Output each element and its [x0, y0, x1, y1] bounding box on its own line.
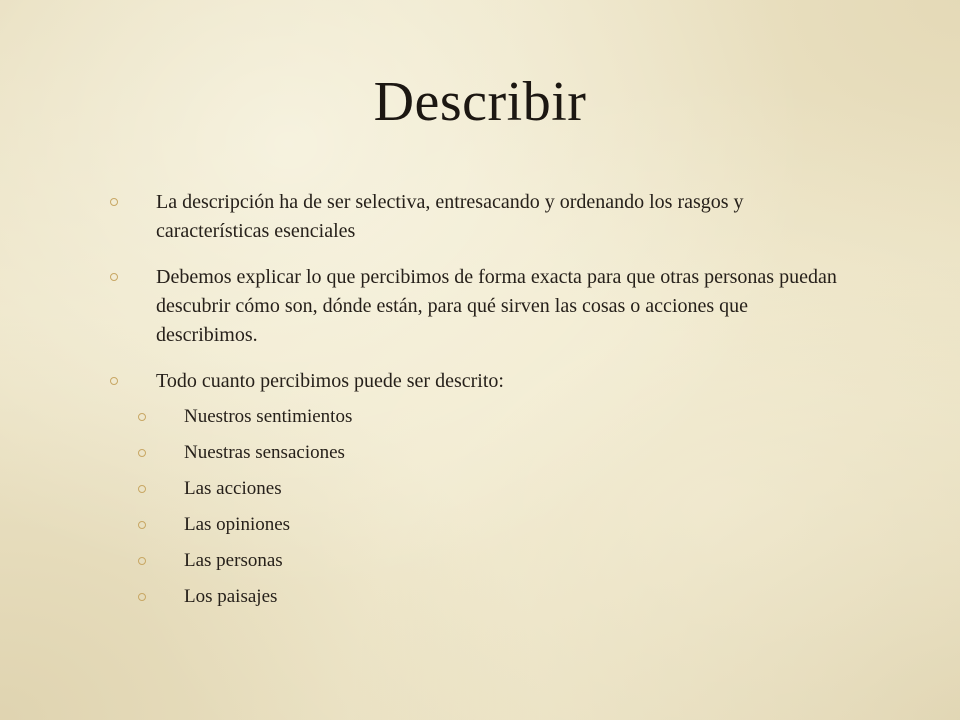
- sub-list-item: [136, 583, 848, 611]
- sub-list-item: [136, 403, 848, 431]
- list-item-text: Debemos explicar lo que percibimos de forma exacta para que otras personas puedan descubrir cómo son, dónde están, para qué sirven las cosas o acciones que describimos.: [156, 266, 837, 346]
- sub-list-item-text: Nuestras sensaciones: [184, 442, 345, 463]
- hollow-circle-bullet-icon: [138, 593, 146, 601]
- slide-title: Describir: [373, 71, 587, 133]
- list-item: [108, 263, 848, 350]
- hollow-circle-bullet-icon: [138, 413, 146, 421]
- hollow-circle-bullet-icon: [110, 273, 118, 281]
- sub-list-item: [136, 547, 848, 575]
- hollow-circle-bullet-icon: [138, 485, 146, 493]
- list-item-text: La descripción ha de ser selectiva, entresacando y ordenando los rasgos y características esenciales: [156, 191, 744, 242]
- hollow-circle-bullet-icon: [138, 557, 146, 565]
- hollow-circle-bullet-icon: [110, 377, 118, 385]
- sub-list-item: [136, 475, 848, 503]
- list-item-text: Todo cuanto percibimos puede ser descrito:: [156, 370, 504, 392]
- hollow-circle-bullet-icon: [138, 521, 146, 529]
- sub-list-item-text: Las opiniones: [184, 514, 291, 535]
- sub-bullet-list: [156, 403, 848, 611]
- sub-list-item-text: Los paisajes: [184, 586, 278, 607]
- hollow-circle-bullet-icon: [138, 449, 146, 457]
- list-item: [108, 367, 848, 611]
- sub-list-item-text: Las personas: [184, 550, 283, 571]
- hollow-circle-bullet-icon: [110, 198, 118, 206]
- bullet-list: [108, 188, 848, 628]
- sub-list-item: [136, 439, 848, 467]
- sub-list-item-text: Las acciones: [184, 478, 282, 499]
- list-item: [108, 188, 848, 246]
- sub-list-item-text: Nuestros sentimientos: [184, 406, 353, 427]
- sub-list-item: [136, 511, 848, 539]
